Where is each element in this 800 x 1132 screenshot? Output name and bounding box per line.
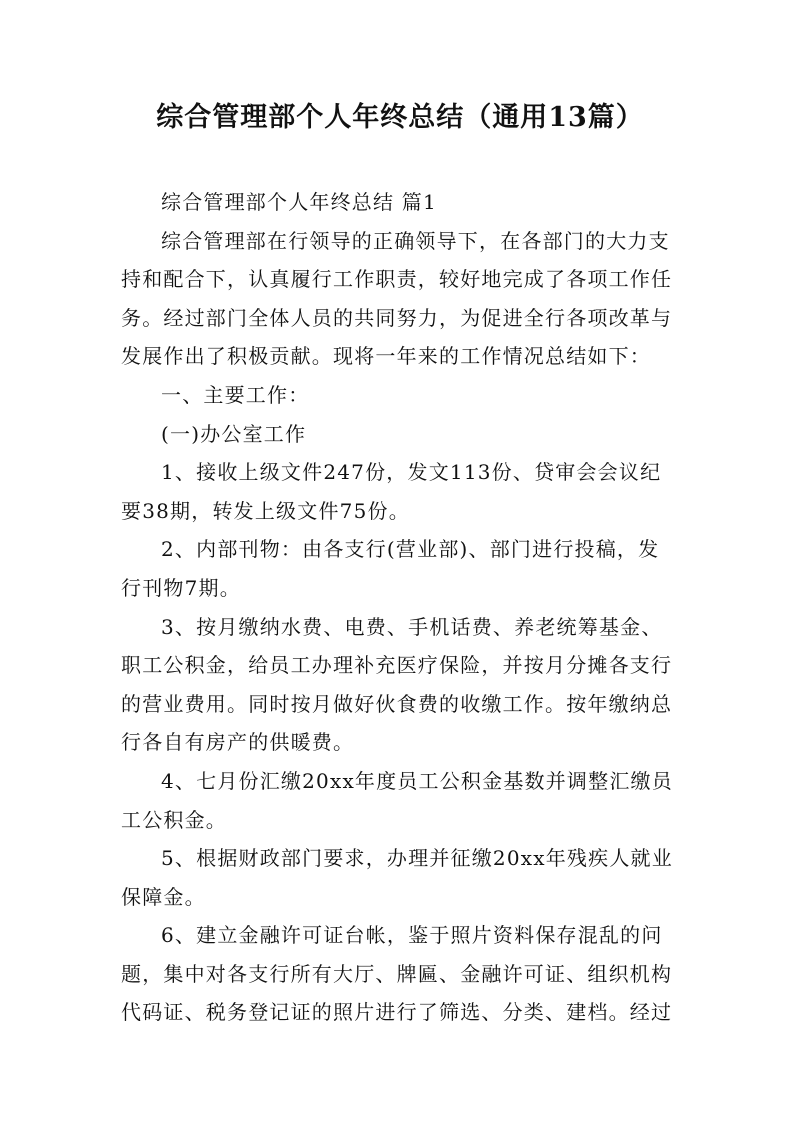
- text-line: 3、按月缴纳水费、电费、手机话费、养老统筹基金、: [161, 614, 663, 639]
- paragraph-item-4: [121, 762, 681, 839]
- text-line: 5、根据财政部门要求，办理并征缴20xx年残疾人就业: [161, 846, 673, 871]
- text-line: 保障金。: [121, 884, 206, 909]
- text-line: 代码证、税务登记证的照片进行了筛选、分类、建档。经过: [121, 1000, 673, 1025]
- text-line: 综合管理部在行领导的正确领导下，在各部门的大力支: [161, 228, 670, 253]
- text-line: 职工公积金，给员工办理补充医疗保险，并按月分摊各支行: [121, 653, 673, 678]
- text-line: 4、七月份汇缴20xx年度员工公积金基数并调整汇缴员: [161, 768, 673, 793]
- text-line: 的营业费用。同时按月做好伙食费的收缴工作。按年缴纳总: [121, 691, 673, 716]
- section-heading: 综合管理部个人年终总结 篇1: [161, 190, 437, 214]
- paragraph-item-1: [121, 453, 681, 530]
- paragraph-item-3: [121, 608, 681, 762]
- text-line: 发展作出了积极贡献。现将一年来的工作情况总结如下：: [121, 344, 651, 369]
- paragraph-intro: [121, 222, 681, 376]
- text-line: 6、建立金融许可证台帐，鉴于照片资料保存混乱的问: [161, 923, 663, 948]
- heading-main-work: 一、主要工作：: [161, 382, 310, 407]
- document-title: 综合管理部个人年终总结（通用13篇）: [156, 102, 644, 133]
- text-line: 行刊物7期。: [121, 575, 241, 600]
- text-line: 行各自有房产的供暖费。: [121, 730, 355, 755]
- paragraph-item-6: [121, 916, 681, 1032]
- paragraph-item-5: [121, 839, 681, 916]
- heading-office-work: (一)办公室工作: [161, 421, 307, 446]
- document-body: [121, 183, 681, 1032]
- text-line: 工公积金。: [121, 807, 227, 832]
- text-line: 题，集中对各支行所有大厅、牌匾、金融许可证、组织机构: [121, 961, 673, 986]
- text-line: 2、内部刊物：由各支行(营业部)、部门进行投稿，发: [161, 537, 660, 562]
- text-line: 持和配合下，认真履行工作职责，较好地完成了各项工作任: [121, 267, 673, 292]
- text-line: 务。经过部门全体人员的共同努力，为促进全行各项改革与: [121, 305, 673, 330]
- paragraph-item-2: [121, 530, 681, 607]
- text-line: 1、接收上级文件247份，发文113份、贷审会会议纪: [161, 460, 662, 485]
- text-line: 要38期，转发上级文件75份。: [121, 498, 410, 523]
